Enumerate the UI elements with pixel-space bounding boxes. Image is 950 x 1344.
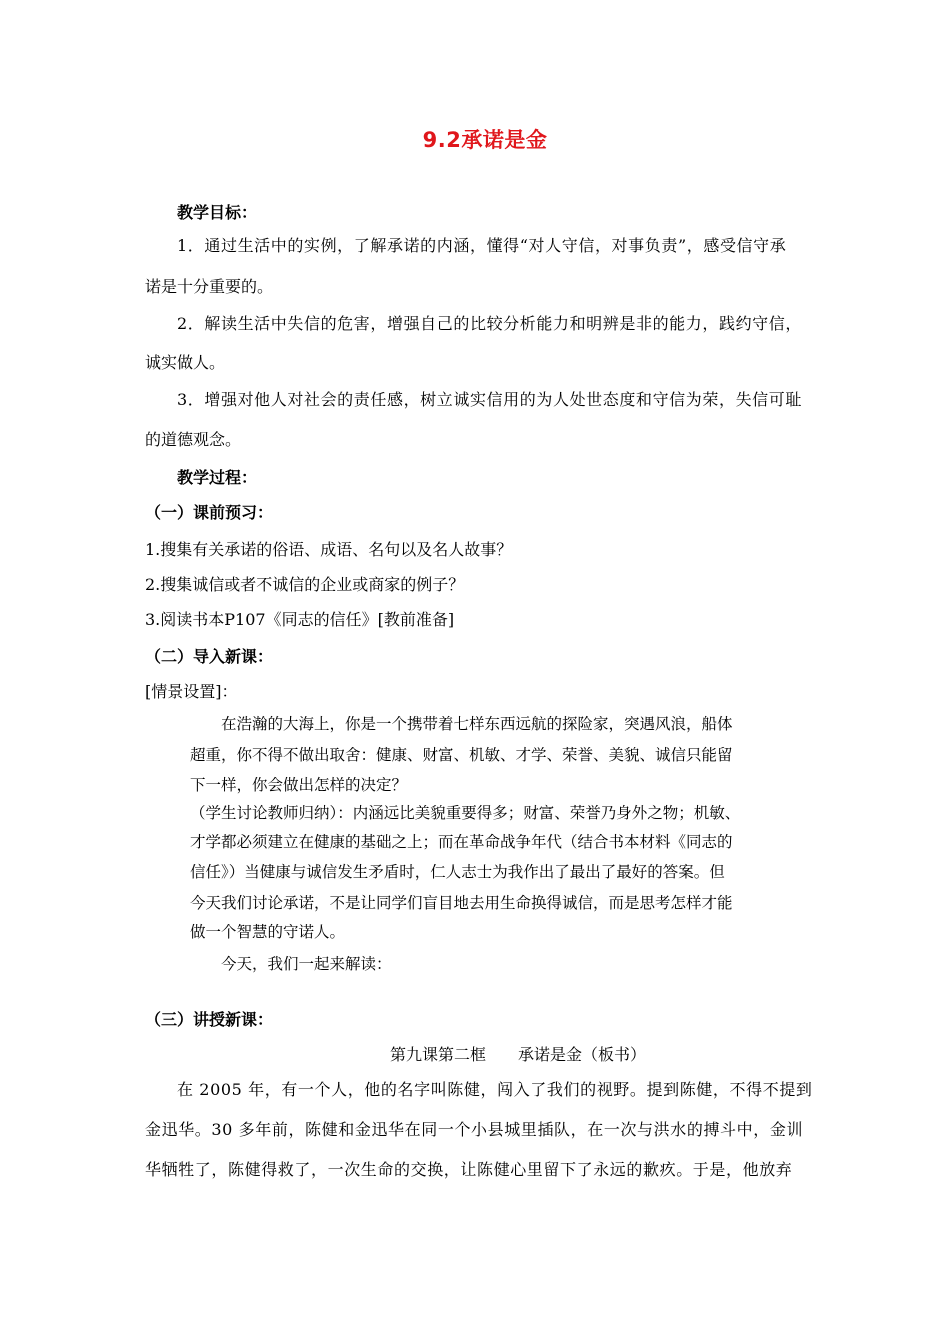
objective-1-line-2: 诺是十分重要的。 [145, 277, 274, 296]
process-heading: 教学过程： [177, 468, 258, 487]
objective-2-line-1: 2．解读生活中失信的危害，增强自己的比较分析能力和明辨是非的能力，践约守信， [177, 314, 802, 333]
objective-3-line-1: 3．增强对他人对社会的责任感，树立诚实信用的为人处世态度和守信为荣，失信可耻 [177, 390, 802, 409]
objective-1-line-1: 1．通过生活中的实例，了解承诺的内涵，懂得“对人守信，对事负责”，感受信守承 [177, 236, 787, 255]
story-line-2: 金迅华。30 多年前，陈健和金迅华在同一个小县城里插队，在一次与洪水的搏斗中，金训 [145, 1120, 804, 1139]
scene-line-8: 做一个智慧的守诺人。 [190, 923, 346, 941]
preview-item-1: 1.搜集有关承诺的俗语、成语、名句以及名人故事？ [145, 540, 513, 559]
scene-line-5: 才学都必须建立在健康的基础之上；而在革命战争年代（结合书本材料《同志的 [190, 833, 733, 851]
preview-item-2: 2.搜集诚信或者不诚信的企业或商家的例子？ [145, 575, 465, 594]
scene-line-4: （学生讨论教师归纳）：内涵远比美貌重要得多；财富、荣誉乃身外之物；机敏、 [190, 804, 741, 822]
scene-label: [情景设置]： [145, 682, 238, 701]
scene-line-6: 信任》）当健康与诚信发生矛盾时，仁人志士为我作出了最出了最好的答案。但 [190, 863, 725, 881]
story-line-1: 在 2005 年，有一个人，他的名字叫陈健，闯入了我们的视野。提到陈健，不得不提到 [177, 1080, 813, 1099]
scene-line-2: 超重，你不得不做出取舍：健康、财富、机敏、才学、荣誉、美貌、诚信只能留 [190, 746, 733, 764]
scene-line-3: 下一样，你会做出怎样的决定？ [190, 776, 408, 794]
document-title: 9.2承诺是金 [422, 128, 548, 152]
new-lesson-heading: （三）讲授新课： [145, 1010, 274, 1029]
scene-line-1: 在浩瀚的大海上，你是一个携带着七样东西远航的探险家，突遇风浪，船体 [221, 715, 733, 733]
objectives-heading: 教学目标： [177, 203, 258, 222]
preview-item-3: 3.阅读书本P107《同志的信任》[教前准备] [145, 610, 455, 629]
intro-heading: （二）导入新课： [145, 647, 274, 666]
board-title: 第九课第二框 承诺是金（板书） [390, 1045, 647, 1064]
objective-3-line-2: 的道德观念。 [145, 430, 242, 449]
preview-heading: （一）课前预习： [145, 503, 274, 522]
scene-line-9: 今天，我们一起来解读： [221, 955, 392, 973]
objective-2-line-2: 诚实做人。 [145, 353, 226, 372]
scene-line-7: 今天我们讨论承诺，不是让同学们盲目地去用生命换得诚信，而是思考怎样才能 [190, 894, 733, 912]
story-line-3: 华牺牲了，陈健得救了，一次生命的交换，让陈健心里留下了永远的歉疚。于是，他放弃 [145, 1160, 793, 1179]
